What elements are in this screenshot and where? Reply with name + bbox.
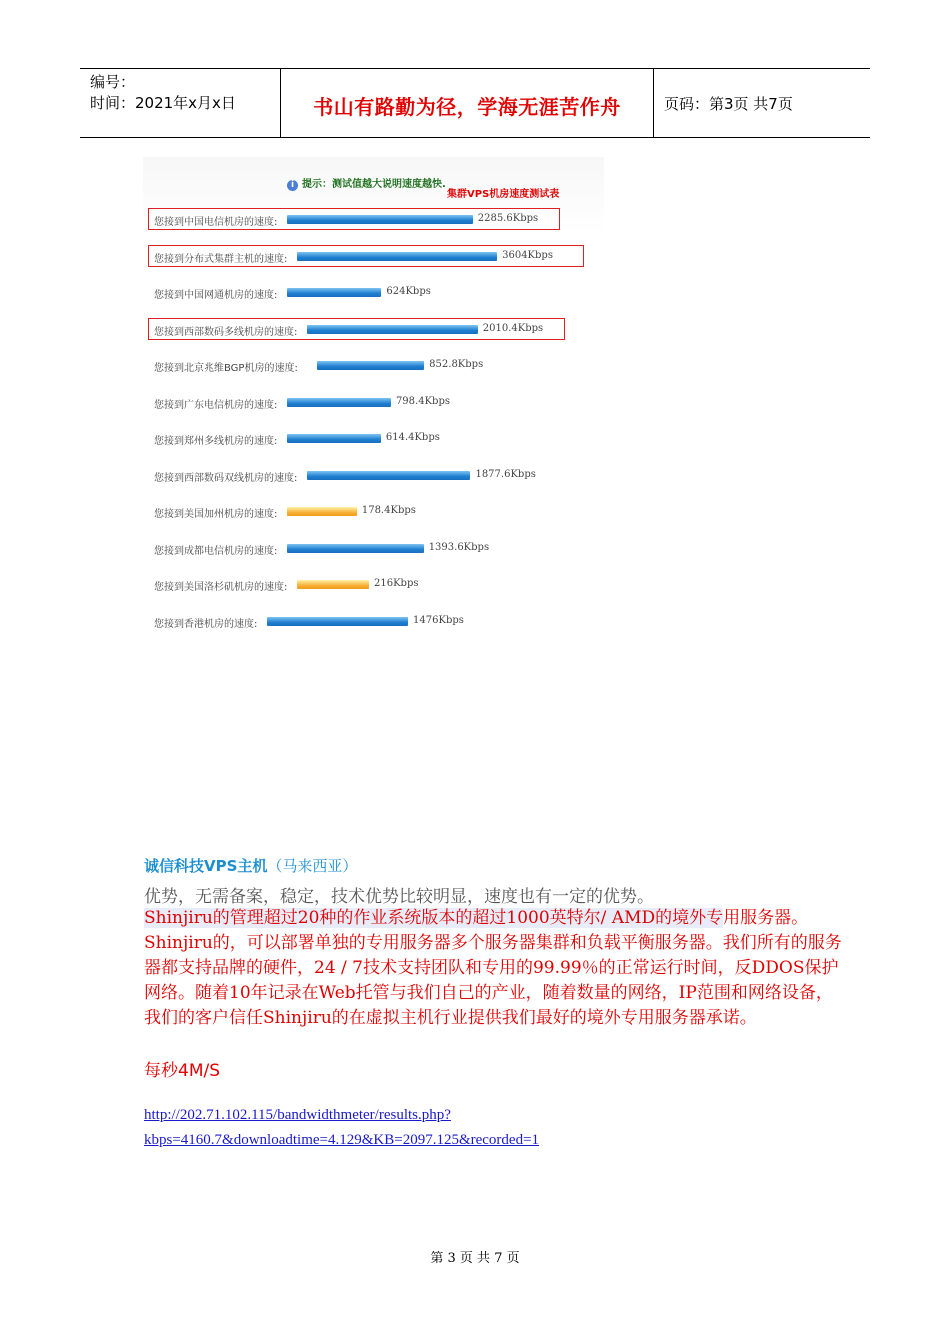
chart-row: [143, 355, 604, 375]
chart-bar: [287, 288, 381, 297]
chart-highlight-frame: [148, 245, 584, 267]
chart-category-label: 您接到中国网通机房的速度:: [154, 290, 278, 301]
bandwidth-result-link-line1[interactable]: http://202.71.102.115/bandwidthmeter/results.php?: [144, 1107, 451, 1123]
speed-note: 每秒4M/S: [144, 1061, 221, 1081]
document-number-label: 编号：: [90, 73, 136, 91]
info-icon: i: [287, 180, 298, 191]
chart-bar: [297, 580, 369, 589]
chart-bar: [287, 507, 357, 516]
chart-value-label: 2285.6Kbps: [477, 213, 539, 224]
chart-tip-text: 提示：测试值越大说明速度越快.: [302, 179, 446, 190]
chart-category-label: 您接到郑州多线机房的速度:: [154, 436, 278, 447]
chart-value-label: 178.4Kbps: [361, 505, 416, 516]
description-highlighted-line: Shinjiru的管理超过20种的作业系统版本的超过1000英特尔/ AMD的境外专: [144, 908, 724, 928]
chart-value-label: 2010.4Kbps: [482, 322, 544, 334]
chart-value-label: 624Kbps: [386, 286, 431, 297]
chart-highlight-frame: [148, 318, 565, 340]
chart-row: [143, 209, 604, 229]
header-info-cell: [80, 69, 281, 137]
chart-value-label: 1877.6Kbps: [475, 468, 536, 480]
chart-row: [143, 611, 604, 631]
description-rest: 用服务器。Shinjiru的，可以部署单独的专用服务器多个服务器集群和负载平衡服务器。我们所有的服务器都支持品牌的硬件，24 / 7技术支持团队和专用的99.99％的正常运行时间，反DDOS保护网络。随着10年记录在Web托管与我们自己的产业，随着数量的网络，IP范围和网络设备，我们的客户信任Shinjiru的在虚拟主机行业提供我们最好的境外专用服务器承诺。: [144, 908, 842, 1028]
chart-tip: [287, 175, 446, 191]
chart-row: [143, 501, 604, 521]
speed-test-chart: [143, 157, 604, 643]
chart-bar: [267, 617, 408, 626]
section-description: [144, 906, 844, 1031]
chart-value-label: 216Kbps: [374, 578, 419, 589]
chart-category-label: 您接到香港机房的速度:: [154, 618, 258, 630]
chart-row: [143, 428, 604, 448]
chart-category-label: 您接到西部数码多线机房的速度:: [154, 326, 298, 338]
chart-value-label: 1393.6Kbps: [428, 541, 490, 553]
chart-bar: [317, 361, 424, 370]
header-table: [80, 68, 870, 138]
header-page-number: 页码：第3页 共7页: [664, 95, 793, 113]
chart-bar: [307, 471, 470, 480]
chart-category-label: 您接到中国电信机房的速度:: [154, 217, 278, 228]
page-footer: 第 3 页 共 7 页: [430, 1251, 520, 1266]
chart-category-label: 您接到美国洛杉矶机房的速度:: [154, 582, 288, 593]
bandwidth-result-link-line2[interactable]: kbps=4160.7&downloadtime=4.129&KB=2097.125&recorded=1: [144, 1132, 540, 1148]
chart-bar: [287, 544, 424, 553]
chart-bar: [287, 398, 391, 407]
chart-category-label: 您接到广东电信机房的速度:: [154, 399, 278, 411]
chart-category-label: 您接到成都电信机房的速度:: [154, 545, 278, 557]
chart-value-label: 852.8Kbps: [429, 359, 484, 370]
chart-category-label: 您接到西部数码双线机房的速度:: [154, 472, 298, 484]
chart-value-label: 798.4Kbps: [395, 395, 450, 407]
chart-row: [143, 465, 604, 485]
chart-row: [143, 246, 604, 266]
chart-value-label: 3604Kbps: [502, 249, 553, 261]
section-title-paren: （马来西亚）: [267, 857, 358, 875]
chart-category-label: 您接到分布式集群主机的速度:: [154, 253, 288, 265]
section-title: [144, 855, 357, 876]
chart-category-label: 您接到美国加州机房的速度:: [154, 509, 278, 520]
chart-row: [143, 319, 604, 339]
chart-row: [143, 538, 604, 558]
chart-row: [143, 574, 604, 594]
document-time-label: 时间：2021年x月x日: [90, 94, 236, 112]
header-motto-cell: [281, 69, 654, 137]
header-motto: 书山有路勤为径，学海无涯苦作舟: [313, 95, 621, 119]
chart-category-label: 您接到北京兆维BGP机房的速度:: [154, 363, 298, 374]
chart-row: [143, 282, 604, 302]
chart-highlight-frame: [148, 208, 560, 230]
section-intro: 优势，无需备案，稳定，技术优势比较明显，速度也有一定的优势。: [144, 887, 654, 907]
chart-value-label: 614.4Kbps: [385, 432, 440, 443]
header-page-cell: [654, 69, 870, 137]
chart-title: 集群VPS机房速度测试表: [447, 189, 560, 200]
chart-value-label: 1476Kbps: [413, 614, 464, 626]
chart-row: [143, 392, 604, 412]
chart-bar: [287, 434, 381, 443]
section-title-text: 诚信科技VPS主机: [144, 857, 268, 875]
